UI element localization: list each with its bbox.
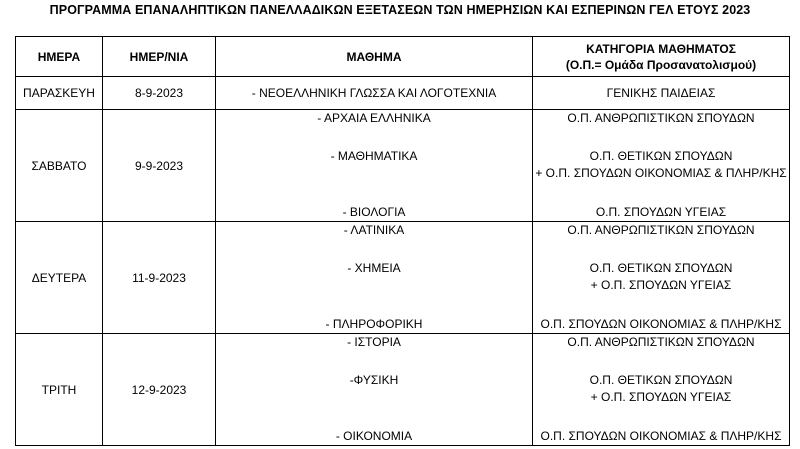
day-cell: ΣΑΒΒΑΤΟ — [16, 110, 103, 222]
header-day: ΗΜΕΡΑ — [16, 37, 103, 77]
document-title: ΠΡΟΓΡΑΜΜΑ ΕΠΑΝΑΛΗΠΤΙΚΩΝ ΠΑΝΕΛΛΑΔΙΚΩΝ ΕΞΕΤΑΣΕΩΝ ΤΩΝ ΗΜΕΡΗΣΙΩΝ ΚΑΙ ΕΣΠΕΡΙΝΩΝ ΓΕΛ ΕΤΟΥΣ 2023 — [49, 3, 751, 17]
table-row — [16, 222, 790, 334]
header-subject: ΜΑΘΗΜΑ — [216, 37, 533, 77]
category-item: Ο.Π. ΘΕΤΙΚΩΝ ΣΠΟΥΔΩΝ — [589, 373, 733, 387]
table-row — [16, 110, 790, 222]
category-item: + Ο.Π. ΣΠΟΥΔΩΝ ΥΓΕΙΑΣ — [590, 278, 732, 292]
category-cell: ΓΕΝΙΚΗΣ ΠΑΙΔΕΙΑΣ — [533, 77, 790, 110]
date-cell: 8-9-2023 — [103, 77, 216, 110]
exam-schedule-table — [15, 36, 790, 446]
day-cell: ΠΑΡΑΣΚΕΥΗ — [16, 77, 103, 110]
category-item: Ο.Π. ΘΕΤΙΚΩΝ ΣΠΟΥΔΩΝ — [589, 149, 733, 163]
header-date: ΗΜΕΡ/ΝΙΑ — [103, 37, 216, 77]
category-cell — [533, 110, 790, 222]
category-item: Ο.Π. ΑΝΘΡΩΠΙΣΤΙΚΩΝ ΣΠΟΥΔΩΝ — [567, 335, 755, 349]
subject-cell — [216, 334, 533, 446]
category-item: Ο.Π. ΑΝΘΡΩΠΙΣΤΙΚΩΝ ΣΠΟΥΔΩΝ — [567, 111, 755, 125]
category-cell — [533, 222, 790, 334]
header-category-note: (Ο.Π.= Ομάδα Προσανατολισμού) — [565, 57, 757, 72]
subject-item: - ΛΑΤΙΝΙΚΑ — [343, 223, 405, 237]
header-category-title: ΚΑΤΗΓΟΡΙΑ ΜΑΘΗΜΑΤΟΣ — [586, 41, 736, 56]
subject-item: -ΦΥΣΙΚΗ — [349, 373, 399, 387]
category-item: Ο.Π. ΣΠΟΥΔΩΝ ΥΓΕΙΑΣ — [595, 205, 727, 219]
subject-item: - ΑΡΧΑΙΑ ΕΛΛΗΝΙΚΑ — [317, 111, 431, 125]
subject-item: - ΧΗΜΕΙΑ — [347, 261, 401, 275]
category-item: Ο.Π. ΘΕΤΙΚΩΝ ΣΠΟΥΔΩΝ — [589, 261, 733, 275]
category-item: Ο.Π. ΑΝΘΡΩΠΙΣΤΙΚΩΝ ΣΠΟΥΔΩΝ — [567, 223, 755, 237]
category-item: Ο.Π. ΣΠΟΥΔΩΝ ΟΙΚΟΝΟΜΙΑΣ & ΠΛΗΡ/ΚΗΣ — [540, 317, 782, 331]
category-item: + Ο.Π. ΣΠΟΥΔΩΝ ΟΙΚΟΝΟΜΙΑΣ & ΠΛΗΡ/ΚΗΣ — [535, 166, 787, 180]
header-row — [16, 37, 790, 77]
subject-item: - ΠΛΗΡΟΦΟΡΙΚΗ — [325, 317, 423, 331]
subject-item: - ΜΑΘΗΜΑΤΙΚΑ — [330, 149, 418, 163]
subject-cell — [216, 110, 533, 222]
header-category — [533, 37, 790, 77]
day-cell: ΔΕΥΤΕΡΑ — [16, 222, 103, 334]
category-item: + Ο.Π. ΣΠΟΥΔΩΝ ΥΓΕΙΑΣ — [590, 390, 732, 404]
date-cell: 9-9-2023 — [103, 110, 216, 222]
subject-item: - ΙΣΤΟΡΙΑ — [347, 335, 401, 349]
table-row — [16, 334, 790, 446]
category-item: Ο.Π. ΣΠΟΥΔΩΝ ΟΙΚΟΝΟΜΙΑΣ & ΠΛΗΡ/ΚΗΣ — [540, 429, 782, 443]
subject-cell — [216, 222, 533, 334]
date-cell: 12-9-2023 — [103, 334, 216, 446]
category-cell — [533, 334, 790, 446]
table-row — [16, 77, 790, 110]
day-cell: ΤΡΙΤΗ — [16, 334, 103, 446]
subject-item: - ΒΙΟΛΟΓΙΑ — [342, 205, 406, 219]
date-cell: 11-9-2023 — [103, 222, 216, 334]
subject-cell: - ΝΕΟΕΛΛΗΝΙΚΗ ΓΛΩΣΣΑ ΚΑΙ ΛΟΓΟΤΕΧΝΙΑ — [216, 77, 533, 110]
subject-item: - ΟΙΚΟΝΟΜΙΑ — [335, 429, 413, 443]
